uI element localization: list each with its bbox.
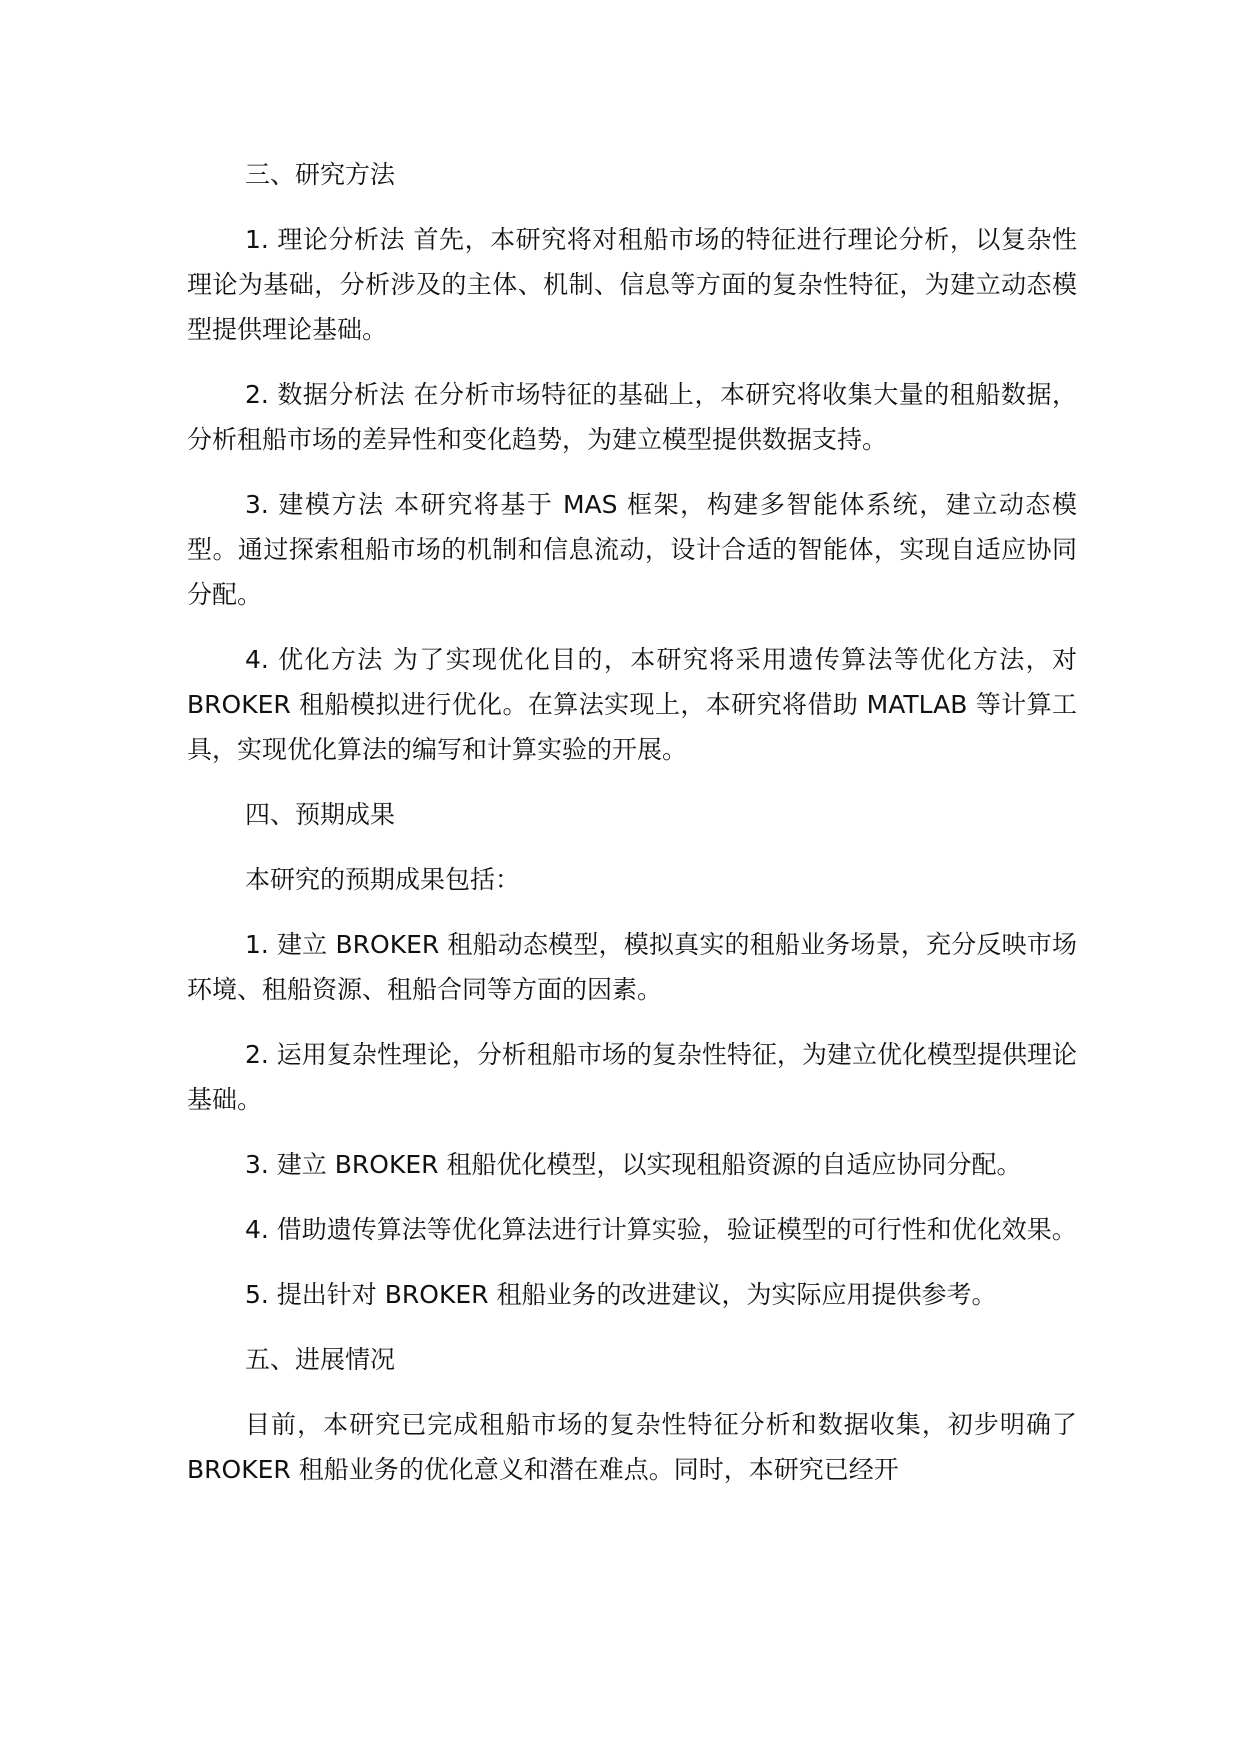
paragraph-result-2: 2. 运用复杂性理论，分析租船市场的复杂性特征，为建立优化模型提供理论基础。	[187, 1040, 1077, 1114]
section-heading-methods: 三、研究方法	[245, 160, 396, 189]
paragraph-data-analysis: 2. 数据分析法 在分析市场特征的基础上，本研究将收集大量的租船数据，分析租船市场的差异性和变化趋势，为建立模型提供数据支持。	[187, 380, 1077, 454]
section-heading-progress: 五、进展情况	[245, 1345, 396, 1374]
paragraph-result-3: 3. 建立 BROKER 租船优化模型，以实现租船资源的自适应协同分配。	[245, 1150, 1022, 1179]
paragraph-progress: 目前，本研究已完成租船市场的复杂性特征分析和数据收集，初步明确了 BROKER 租船业务的优化意义和潜在难点。同时，本研究已经开	[187, 1410, 1077, 1484]
document-body	[187, 152, 1077, 1512]
paragraph-result-5: 5. 提出针对 BROKER 租船业务的改进建议，为实际应用提供参考。	[245, 1280, 997, 1309]
paragraph-results-intro: 本研究的预期成果包括：	[245, 865, 521, 894]
section-heading-expected-results: 四、预期成果	[245, 800, 396, 829]
paragraph-theory-analysis: 1. 理论分析法 首先，本研究将对租船市场的特征进行理论分析，以复杂性理论为基础，分析涉及的主体、机制、信息等方面的复杂性特征，为建立动态模型提供理论基础。	[187, 225, 1077, 344]
paragraph-result-1: 1. 建立 BROKER 租船动态模型，模拟真实的租船业务场景，充分反映市场环境、租船资源、租船合同等方面的因素。	[187, 930, 1077, 1004]
paragraph-modeling-method: 3. 建模方法 本研究将基于 MAS 框架，构建多智能体系统，建立动态模型。通过探索租船市场的机制和信息流动，设计合适的智能体，实现自适应协同分配。	[187, 490, 1077, 609]
paragraph-optimization-method: 4. 优化方法 为了实现优化目的，本研究将采用遗传算法等优化方法，对 BROKER 租船模拟进行优化。在算法实现上，本研究将借助 MATLAB 等计算工具，实现优化算法的编写和计算实验的开展。	[187, 645, 1077, 764]
paragraph-result-4: 4. 借助遗传算法等优化算法进行计算实验，验证模型的可行性和优化效果。	[245, 1215, 1077, 1244]
